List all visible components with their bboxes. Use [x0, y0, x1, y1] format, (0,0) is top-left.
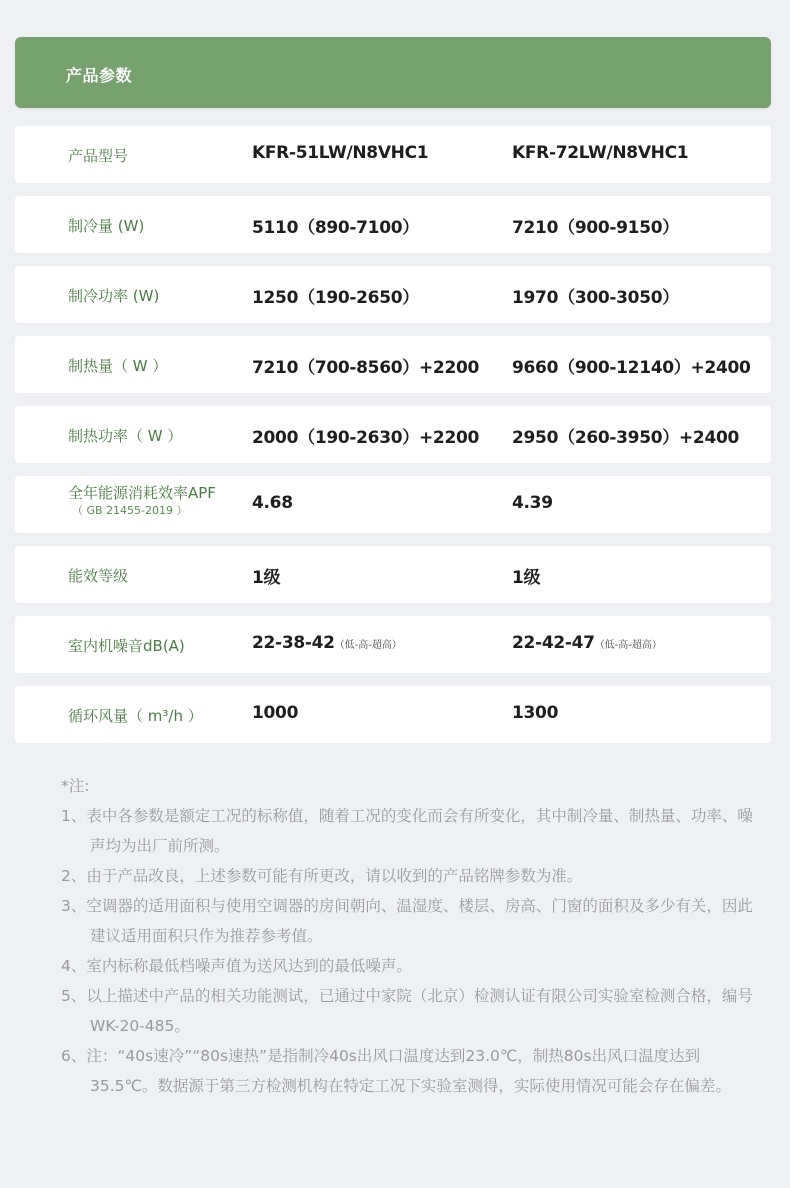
param-value-2: 9660（900-12140）+2400 — [512, 358, 751, 378]
table-row — [15, 616, 771, 673]
table-row — [15, 686, 771, 743]
section-title: 产品参数 — [66, 66, 133, 85]
param-value-2: 2950（260-3950）+2400 — [512, 428, 740, 448]
param-value-1: 2000（190-2630）+2200 — [252, 428, 480, 448]
param-value-1: 1250（190-2650） — [252, 288, 419, 308]
note-item: 3、空调器的适用面积与使用空调器的房间朝向、温湿度、楼层、房高、门窗的面积及多少有关，因此建议适用面积只作为推荐参考值。 — [61, 897, 753, 945]
note-item: 6、注：“40s速冷”“80s速热”是指制冷40s出风口温度达到23.0℃，制热80s出风口温度达到35.5℃。数据源于第三方检测机构在特定工况下实验室测得，实际使用情况可能会存在偏差。 — [61, 1047, 731, 1095]
param-value-1: 5110（890-7100） — [252, 218, 419, 238]
param-value-1: 1级 — [252, 568, 281, 588]
notes-title: *注: — [61, 777, 90, 795]
param-label: 产品型号 — [68, 147, 129, 165]
table-row — [15, 196, 771, 253]
note-item: 1、表中各参数是额定工况的标称值，随着工况的变化而会有所变化，其中制冷量、制热量、功率、噪声均为出厂前所测。 — [61, 807, 753, 855]
param-label: 制热功率（ W ） — [68, 427, 183, 445]
table-row — [15, 336, 771, 393]
note-item: 2、由于产品改良，上述参数可能有所更改，请以收到的产品铭牌参数为准。 — [61, 867, 583, 885]
param-value-1: 1000 — [252, 703, 299, 723]
table-row — [15, 126, 771, 183]
param-value-2 — [512, 633, 662, 653]
table-row — [15, 546, 771, 603]
param-value-1: 4.68 — [252, 493, 293, 513]
param-label: 室内机噪音dB(A) — [68, 637, 185, 655]
param-value-2: 4.39 — [512, 493, 553, 513]
table-row — [15, 476, 771, 533]
noise-levels-note: （低-高-超高） — [594, 640, 662, 651]
param-label: 能效等级 — [68, 567, 129, 585]
notes-section — [61, 771, 761, 1101]
param-value-2: 1970（300-3050） — [512, 288, 679, 308]
param-label: 制冷量 (W) — [68, 217, 145, 235]
section-header — [15, 37, 771, 108]
param-label-main: 全年能源消耗效率APF — [68, 484, 216, 502]
param-value-2: 1300 — [512, 703, 559, 723]
param-label — [68, 483, 216, 519]
table-row — [15, 266, 771, 323]
param-value-1: 7210（700-8560）+2200 — [252, 358, 480, 378]
param-label: 循环风量（ m³/h ） — [68, 707, 203, 725]
table-row — [15, 406, 771, 463]
param-value-2: 7210（900-9150） — [512, 218, 679, 238]
param-value-1: KFR-51LW/N8VHC1 — [252, 143, 429, 163]
param-label: 制热量（ W ） — [68, 357, 168, 375]
param-value-1 — [252, 633, 402, 653]
param-label: 制冷功率 (W) — [68, 287, 160, 305]
noise-values: 22-42-47 — [512, 633, 595, 653]
noise-levels-note: （低-高-超高） — [334, 640, 402, 651]
param-value-2: KFR-72LW/N8VHC1 — [512, 143, 689, 163]
param-label-standard: （ GB 21455-2019 ） — [72, 504, 188, 517]
note-item: 5、以上描述中产品的相关功能测试，已通过中家院（北京）检测认证有限公司实验室检测合格，编号WK-20-485。 — [61, 987, 753, 1035]
note-item: 4、室内标称最低档噪声值为送风达到的最低噪声。 — [61, 957, 412, 975]
param-value-2: 1级 — [512, 568, 541, 588]
noise-values: 22-38-42 — [252, 633, 335, 653]
